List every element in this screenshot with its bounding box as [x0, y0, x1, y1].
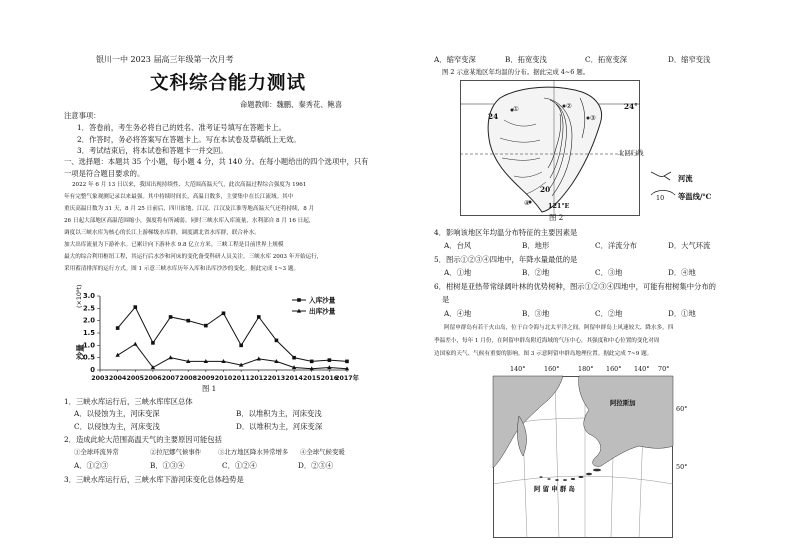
fig3-tick-3: 180°	[578, 365, 594, 373]
section1-line1: 一、选择题：本题共 35 个小题，每小题 4 分，共 140 分。在每小题给出的四个选项中，只有	[64, 157, 369, 166]
x-tick-label: 2009	[197, 375, 215, 382]
x-tick-label: 2010	[214, 375, 233, 382]
data-point-1	[274, 359, 278, 363]
q6-stem-cont: 是	[442, 295, 450, 304]
series-line-1	[118, 344, 347, 369]
fig3-lat-50: 50°	[676, 463, 688, 471]
fig3-lat-60: 60°	[676, 405, 688, 413]
fig2-site-1: ①	[513, 105, 519, 113]
q2-choice-a: A．①②③	[74, 461, 109, 470]
fig3-tick-2: 160°	[544, 365, 560, 373]
fig2-label-20: 20	[540, 185, 551, 194]
data-point-1	[115, 353, 119, 357]
data-point-0	[275, 339, 279, 343]
q2-stem: 2．造成此轮大范围高温天气的主要原因可能包括	[64, 435, 222, 444]
fig3-islands: 阿 留 申 群 岛	[534, 485, 575, 493]
school-line: 银川一中 2023 届高三年级第一次月考	[96, 55, 234, 64]
x-tick-label: 2008	[179, 375, 197, 382]
x-tick-label: 2005	[126, 375, 145, 382]
data-point-0	[292, 356, 296, 360]
series-line-0	[118, 307, 347, 361]
data-point-1	[327, 365, 331, 369]
passage1-line6: 加大出库流量为下游补水。已累计向下游补水 9.8 亿立方米。三峡工程是目前世界上规模	[64, 242, 284, 248]
fig2-label-24-left: 24	[488, 112, 499, 121]
data-point-0	[345, 360, 349, 364]
fig3-tick-1: 140°	[510, 365, 526, 373]
data-point-0	[169, 315, 173, 319]
q5-opt-d: D．④地	[668, 268, 696, 277]
q4-stem: 4．影响该地区年均温分布特征的主要因素是	[434, 228, 578, 237]
data-point-0	[328, 358, 332, 362]
data-point-1	[133, 342, 137, 346]
legend-marker-0	[297, 298, 301, 302]
y-tick-label: 1.5	[82, 329, 95, 337]
legend-isotherm-value: 10	[656, 194, 665, 202]
passage2-line1: 阿留申群岛有若干火山岛，位于白令海与北太平洋之间。阿留申群岛上风速较大、降水多，四	[444, 325, 674, 331]
y-tick-label: 0	[90, 366, 95, 374]
q5-stem: 5．图示①②③④四地中，年降水量最低的是	[434, 255, 578, 264]
fig2-site-4: ④	[524, 199, 530, 207]
y-tick-label: 2.5	[82, 304, 95, 313]
x-tick-label: 2007	[161, 375, 180, 382]
q2-choice-c: C．①②④	[222, 461, 257, 470]
y-tick-label: 2.0	[82, 316, 95, 325]
q2-item-4: ④全球气候变暖	[300, 448, 345, 456]
q5-opt-a: A．①地	[444, 268, 472, 277]
passage1-line4: 26 日起大部地区高温范围缩小，强度将有所减弱。同时三峡水库入库流量，水利部自 8 月 16 日起，	[64, 218, 315, 224]
q4-opt-c: C．洋流分布	[595, 241, 638, 250]
passage2-line3: 边国家的天气、气候有重要的影响。图 3 示意阿留申群岛地理位置。据此完成 7~9 题。	[434, 351, 653, 357]
fig2-intro: 图 2 示意某地区年均温的分布。据此完成 4~6 题。	[442, 68, 590, 76]
passage1-line8: 采用蓄清排浑的运行方式。图 1 示意三峡水库历年入库和出库沙沙的变化。据此完成 1~3 题。	[64, 266, 300, 272]
data-point-1	[292, 365, 296, 369]
river-legend-icon	[650, 170, 672, 182]
x-tick-label: 2012	[250, 375, 268, 382]
fig3-alaska: 阿拉斯加	[610, 399, 636, 407]
q3-opt-c: C．拓宽变深	[585, 55, 628, 64]
legend-label-0: 入库沙量	[309, 296, 336, 305]
data-point-1	[204, 359, 208, 363]
q1-stem: 1．三峡水库运行后，三峡水库库区总体	[64, 397, 193, 406]
fig2-site-2: ②	[566, 102, 572, 110]
data-point-0	[222, 311, 226, 315]
q4-opt-a: A．台风	[444, 241, 472, 250]
x-tick-label: 2004	[108, 375, 127, 382]
data-point-0	[204, 324, 208, 328]
y-tick-label: 1.0	[82, 341, 95, 350]
fig2-site-3: ③	[590, 114, 596, 122]
data-point-1	[168, 355, 172, 359]
x-tick-label: 2011	[232, 375, 250, 382]
q6-opt-c: C．②地	[595, 309, 623, 318]
passage1-line5: 调度以三峡水库为核心的长江上游梯级水库群，调度湖北省水库群，联合补水。	[64, 230, 260, 236]
note-1: 1．答卷前，考生务必将自己的姓名、准考证号填写在答题卡上。	[77, 123, 286, 132]
section1-line2: 一项是符合题目要求的。	[64, 169, 145, 178]
q4-opt-b: B．地形	[522, 241, 550, 250]
passage2-line2: 季温差小，每年 1 月份，在阿留申群岛附近海域的气压中心，其强度和中心位置的变化对周	[434, 338, 660, 344]
fig2-label-24-right: 24°	[624, 102, 638, 111]
q1-opt-a: A．以侵蚀为主，河床变深	[74, 409, 160, 418]
data-point-0	[310, 360, 314, 364]
data-point-1	[345, 366, 349, 370]
q3-stem: 3．三峡水库运行后，三峡水库下游河床变化总体趋势是	[64, 475, 244, 484]
x-tick-label: 2015	[302, 375, 321, 382]
data-point-0	[133, 305, 137, 309]
legend-isotherm-label: 等温线/℃	[678, 192, 712, 201]
y-tick-label: 0.5	[82, 353, 95, 362]
legend-river-label: 河流	[678, 174, 693, 183]
q6-opt-d: D．①地	[668, 309, 696, 318]
fig2-label-121e: 121°E	[548, 202, 570, 210]
x-tick-label: 2006	[144, 375, 162, 382]
figure2-map	[460, 80, 640, 220]
data-point-1	[239, 363, 243, 367]
notes-heading: 注意事项：	[64, 111, 101, 120]
data-point-0	[239, 344, 243, 348]
data-point-1	[221, 359, 225, 363]
page-title: 文科综合能力测试	[150, 73, 307, 94]
data-point-0	[116, 326, 120, 330]
passage1-line7: 最大的综合利用枢纽工程，其运行后水沙和河床的变化备受科研人员关注。三峡水库 2003 年开始运行，	[64, 254, 323, 260]
q5-opt-c: C．③地	[595, 268, 623, 277]
note-2: 2．作答时，务必将答案写在答题卡上。写在本试卷及草稿纸上无效。	[77, 135, 301, 144]
fig3-tick-4: 160°	[606, 365, 622, 373]
authors: 命题教师：魏鹏、秦秀花、鲍喜	[240, 100, 343, 109]
note-3: 3．考试结束后，将本试卷和答题卡一并交回。	[77, 146, 228, 155]
q6-stem: 6．柑树是亚热带常绿阔叶林的优势树种，图示①②③④四地中，可能有柑树集中分布的	[434, 282, 716, 291]
x-tick-label: 2014	[285, 375, 303, 382]
legend-marker-1	[297, 309, 301, 313]
x-tick-label: 2017年	[335, 375, 359, 382]
data-point-1	[186, 359, 190, 363]
q2-choice-b: B．①③④	[150, 461, 185, 470]
q2-item-1: ①全球环流异常	[74, 448, 119, 456]
figure2-caption: 图 2	[549, 213, 564, 222]
q2-item-2: ②拉尼娜气候事件	[150, 448, 202, 456]
y-label: 沙量	[75, 344, 85, 360]
figure1-caption: 图 1	[202, 384, 217, 393]
q3-opt-a: A．缩窄变深	[434, 55, 476, 64]
passage1-line2: 年有完整气象观测记录以来最强。其中持续时间长，高温日数多，主要集中在长江流域。其中	[64, 194, 294, 200]
y-unit: (×10⁸t)	[75, 284, 83, 308]
passage1-line1: 2022 年 6 月 13 日以来，我国出现持续性、大范围高温天气，此次高温过程综合强度为 1961	[72, 182, 307, 188]
figure3-map	[493, 376, 673, 538]
data-point-1	[151, 365, 155, 369]
q2-item-3: ③北方地区降水异常增多	[218, 448, 289, 456]
q6-opt-b: B．③地	[522, 309, 550, 318]
data-point-1	[310, 366, 314, 370]
q1-opt-c: C．以侵蚀为主，河床变浅	[74, 422, 160, 431]
q2-choice-d: D．②③④	[298, 461, 334, 470]
x-tick-label: 2016	[320, 375, 339, 382]
legend-label-1: 出库沙量	[309, 307, 336, 316]
x-tick-label: 2003	[91, 375, 109, 382]
fig3-tick-6: 70°	[658, 365, 670, 373]
q3-opt-b: B．拓宽变浅	[505, 55, 547, 64]
q4-opt-d: D．大气环流	[668, 241, 711, 250]
q1-opt-d: D．以堆积为主，河床变深	[236, 422, 323, 431]
data-point-1	[257, 357, 261, 361]
q5-opt-b: B．②地	[522, 268, 550, 277]
data-point-0	[186, 319, 190, 323]
q3-opt-d: D．缩窄变浅	[668, 55, 711, 64]
q1-opt-b: B．以堆积为主，河床变浅	[236, 409, 322, 418]
fig2-label-tropic: 北回归线	[618, 149, 644, 157]
data-point-0	[151, 341, 155, 345]
passage1-line3: 重庆高温日数为 31 天，8 月 25 日前后，四川盆地、江汉、江汉及江淮等地高温天气还将持续，8 月	[64, 206, 315, 212]
data-point-0	[257, 315, 261, 319]
x-tick-label: 2013	[267, 375, 286, 382]
y-tick-label: 3.0	[82, 292, 95, 300]
q6-opt-a: A．④地	[444, 309, 472, 318]
fig3-tick-5: 140°	[634, 365, 650, 373]
